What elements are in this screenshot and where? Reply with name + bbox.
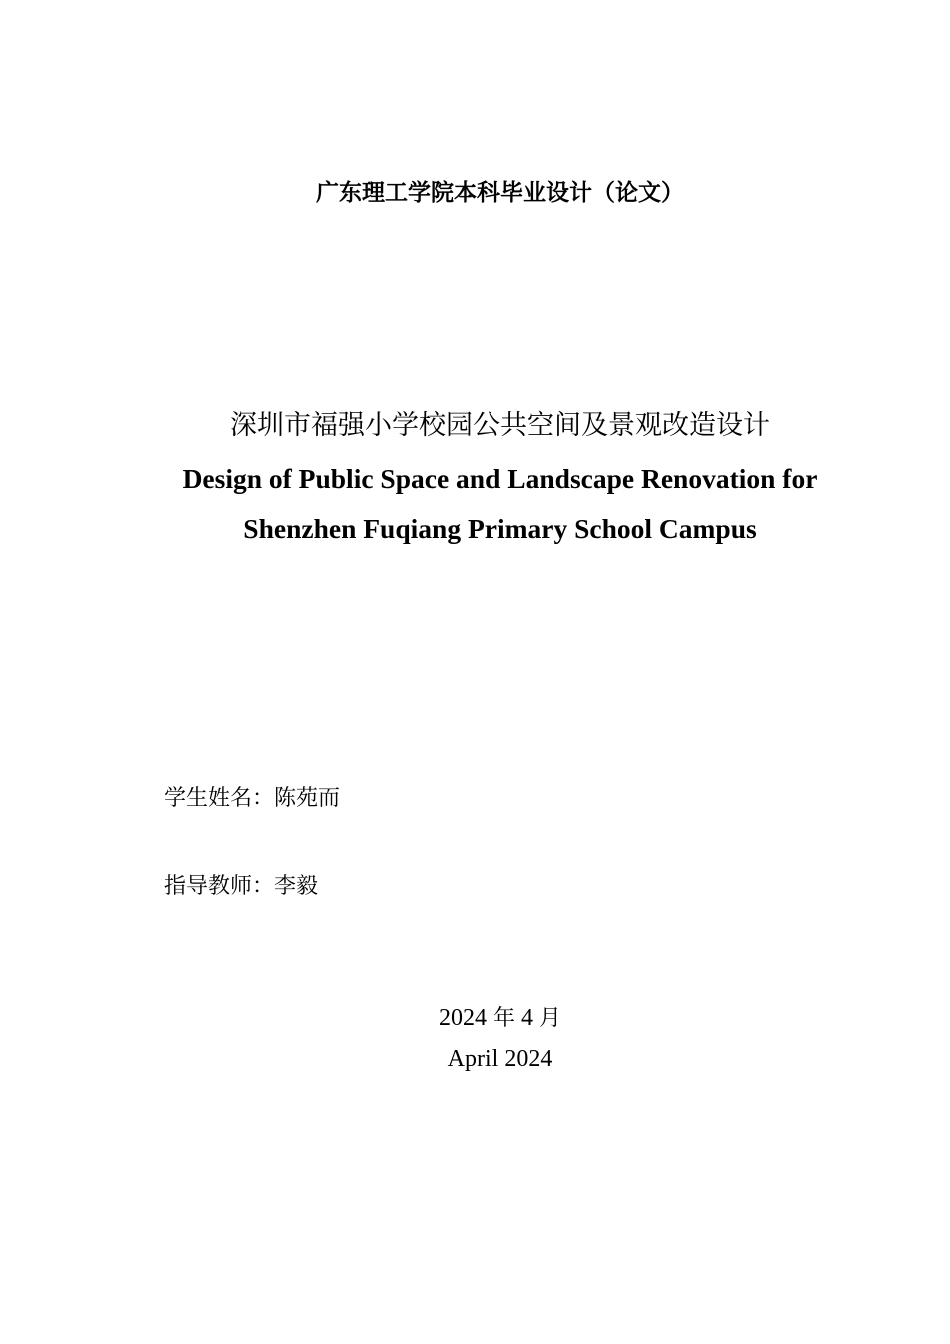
date-month-char: 月 [539,1006,562,1031]
thesis-title-chinese: 深圳市福强小学校园公共空间及景观改造设计 [230,410,770,441]
date-year-char: 年 [492,1006,515,1031]
date-year: 2024 [438,1005,487,1031]
advisor-value: 李毅 [274,874,319,899]
advisor-label: 指导教师： [164,874,275,899]
date-english: April 2024 [447,1046,553,1072]
date-month: 4 [521,1005,533,1031]
thesis-title-english-line-2: Shenzhen Fuqiang Primary School Campus [243,513,757,544]
student-name-row [164,781,340,812]
advisor-row [164,869,318,900]
student-name-value: 陈苑而 [274,786,341,811]
thesis-title-english-line-1: Design of Public Space and Landscape Renovation for [182,463,818,494]
institution-heading: 广东理工学院本科毕业设计（论文） [316,180,684,206]
student-name-label: 学生姓名： [164,786,275,811]
date-chinese [0,1001,950,1032]
